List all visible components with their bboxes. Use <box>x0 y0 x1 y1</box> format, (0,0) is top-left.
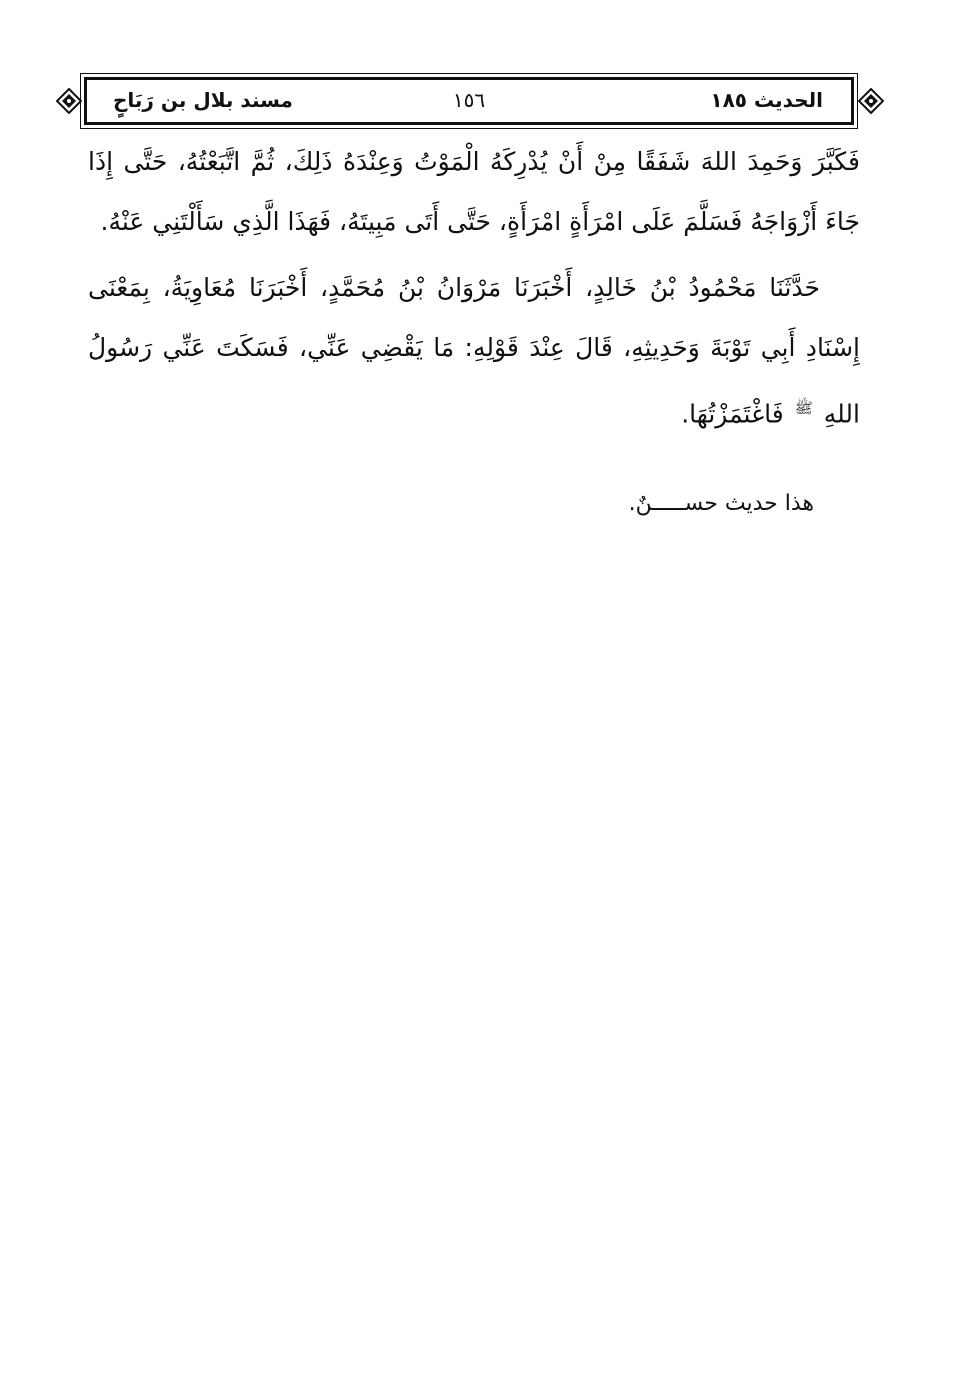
honorific-symbol: ﷺ <box>794 399 813 417</box>
hadith-number: الحديث ١٨٥ <box>710 88 823 112</box>
paragraph-2 <box>88 258 860 444</box>
paragraph-1: فَكَبَّرَ وَحَمِدَ اللهَ شَفَقًا مِنْ أَنْ يُدْرِكَهُ الْمَوْتُ وَعِنْدَهُ ذَلِكَ، ثُمَّ اتَّبَعْتُهُ، حَتَّى إِذَا جَاءَ أَزْوَاجَهُ فَسَلَّمَ عَلَى امْرَأَةٍ امْرَأَةٍ، حَتَّى أَتَى مَبِيتَهُ، فَهَذَا الَّذِي سَأَلْتَنِي عَنْهُ. <box>88 147 860 236</box>
hadith-grading: هذا حديث حســـــنٌ. <box>628 491 814 516</box>
paragraph-2-text: حَدَّثَنَا مَحْمُودُ بْنُ خَالِدٍ، أَخْبَرَنَا مَرْوَانُ بْنُ مُحَمَّدٍ، أَخْبَرَنَا مُعَاوِيَةُ، بِمَعْنَى إِسْنَادِ أَبِي تَوْبَةَ وَحَدِيثِهِ، قَالَ عِنْدَ قَوْلِهِ: مَا يَقْضِي عَنِّي، فَسَكَتَ عَنِّي رَسُولُ اللهِ <box>88 273 860 429</box>
ornament-left-icon <box>56 88 82 114</box>
page-number: ١٥٦ <box>452 88 486 112</box>
running-header <box>84 77 854 125</box>
section-title: مسند بلال بن رَبَاحٍ <box>113 88 293 112</box>
ornament-right-icon <box>858 88 884 114</box>
paragraph-2-ending: فَاغْتَمَزْتُهَا. <box>681 399 784 429</box>
hadith-text <box>88 128 860 444</box>
